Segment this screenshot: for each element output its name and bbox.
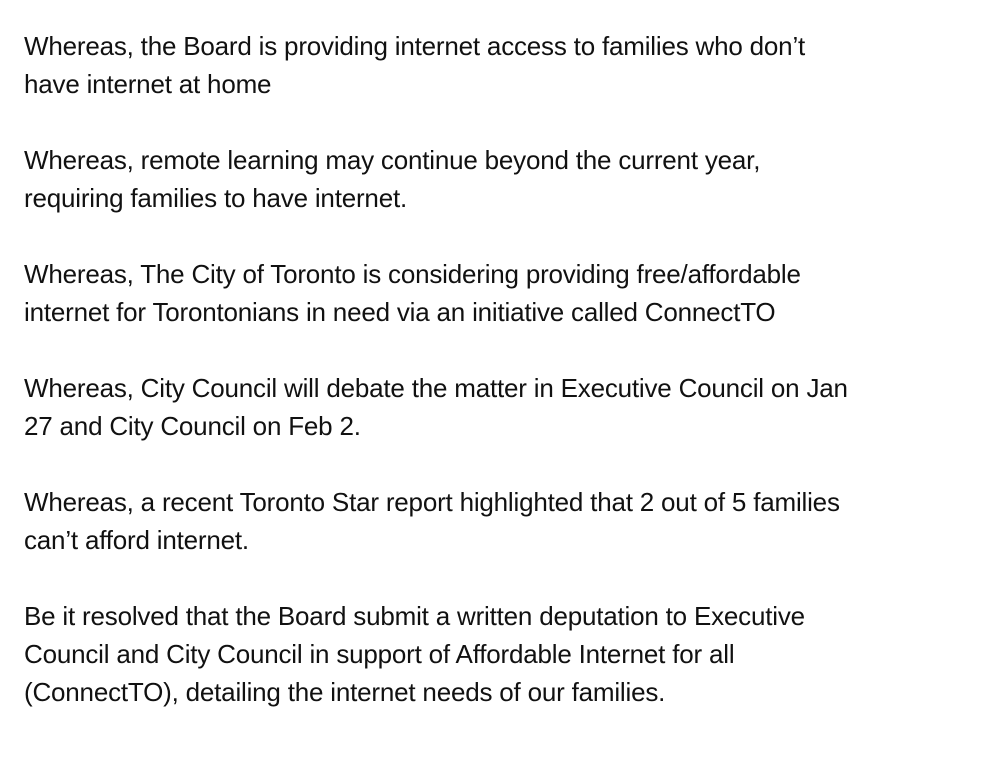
text-line: Whereas, The City of Toronto is considering providing free/affordable — [24, 259, 801, 289]
resolution-clause — [24, 597, 982, 711]
whereas-star-report — [24, 483, 982, 559]
text-line: can’t afford internet. — [24, 525, 249, 555]
whereas-remote-learning — [24, 141, 982, 217]
text-line: Whereas, City Council will debate the matter in Executive Council on Jan — [24, 373, 848, 403]
text-line: have internet at home — [24, 69, 272, 99]
text-line: (ConnectTO), detailing the internet needs of our families. — [24, 677, 666, 707]
text-line: Be it resolved that the Board submit a written deputation to Executive — [24, 601, 805, 631]
text-line: requiring families to have internet. — [24, 183, 408, 213]
whereas-council-debate — [24, 369, 982, 445]
whereas-city-connectto — [24, 255, 982, 331]
text-line: Whereas, a recent Toronto Star report highlighted that 2 out of 5 families — [24, 487, 840, 517]
text-line: 27 and City Council on Feb 2. — [24, 411, 361, 441]
text-line: Whereas, remote learning may continue beyond the current year, — [24, 145, 761, 175]
motion-document — [24, 27, 982, 711]
text-line: Whereas, the Board is providing internet access to families who don’t — [24, 31, 806, 61]
whereas-internet-access — [24, 27, 982, 103]
text-line: Council and City Council in support of Affordable Internet for all — [24, 639, 735, 669]
text-line: internet for Torontonians in need via an initiative called ConnectTO — [24, 297, 776, 327]
